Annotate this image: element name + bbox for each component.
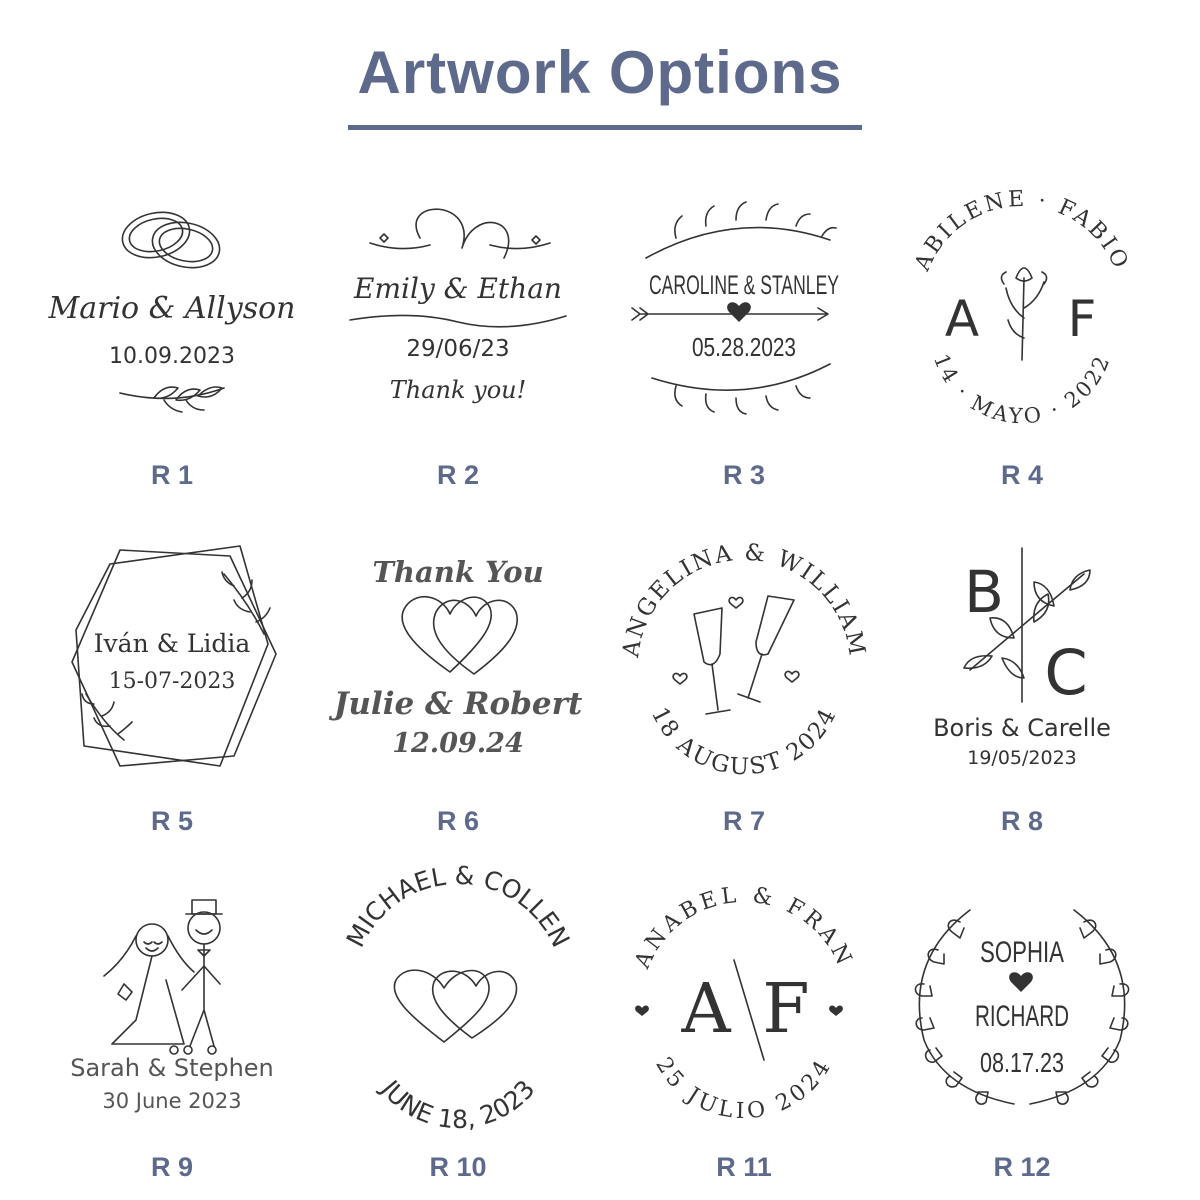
arc-bottom-date: JUNE 18, 2023 xyxy=(375,1074,541,1135)
artwork-option-r11[interactable] xyxy=(596,880,892,1182)
arc-bottom-date: 25 JULIO 2024 xyxy=(650,1053,838,1125)
monogram-letter-1: B xyxy=(964,558,1004,626)
option-label: R 1 xyxy=(150,460,194,490)
artwork-option-r7[interactable] xyxy=(596,534,892,836)
option-label: R 5 xyxy=(150,806,194,836)
monogram-letter-1: A xyxy=(681,970,731,1049)
artwork-r2-design xyxy=(310,188,606,464)
interlocked-hearts-icon xyxy=(402,597,517,674)
couple-names: Emily & Ethan xyxy=(354,272,562,305)
arc-top-names: ABILENE · FABIO xyxy=(910,186,1134,275)
wedding-rings-icon xyxy=(118,206,224,273)
laurel-branch-top-icon xyxy=(646,202,836,258)
arc-top-names: ANGELINA & WILLIAM xyxy=(618,539,871,660)
option-label: R 8 xyxy=(1000,806,1044,836)
interlocked-hearts-icon xyxy=(394,970,516,1042)
flower-sprig-icon xyxy=(1001,268,1046,360)
event-date: 29/06/23 xyxy=(406,336,510,362)
flourish-divider xyxy=(350,315,566,326)
option-label: R 4 xyxy=(1000,460,1044,490)
couple-names: Boris & Carelle xyxy=(933,714,1111,742)
couple-names: Iván & Lidia xyxy=(93,629,251,658)
monogram-letter-2: F xyxy=(1067,290,1097,348)
couple-names: Mario & Allyson xyxy=(48,291,296,326)
monogram-letter-2: F xyxy=(762,970,810,1049)
artwork-r6-design xyxy=(310,534,606,810)
option-label: R 11 xyxy=(716,1152,772,1182)
second-name: RICHARD xyxy=(975,1000,1069,1033)
artwork-r5-design xyxy=(24,534,320,810)
monogram-divider xyxy=(734,960,764,1060)
option-label: R 2 xyxy=(436,460,480,490)
couple-names: Julie & Robert xyxy=(333,686,583,722)
thank-you-text: Thank You xyxy=(372,555,544,589)
laurel-branch-bottom-icon xyxy=(652,364,830,414)
monogram-letter-2: C xyxy=(1044,636,1088,709)
artwork-option-r6[interactable] xyxy=(310,534,606,836)
artwork-option-r10[interactable] xyxy=(310,860,606,1182)
event-date: 15-07-2023 xyxy=(108,669,236,694)
artwork-option-r4[interactable] xyxy=(874,186,1170,490)
artwork-r4-design xyxy=(874,188,1170,464)
artwork-option-r3[interactable] xyxy=(596,188,892,490)
event-date: 05.28.2023 xyxy=(692,332,796,362)
leaf-branch-icon xyxy=(120,387,224,412)
arrow-heart-icon xyxy=(632,302,828,322)
artwork-r1-design xyxy=(24,188,320,464)
option-label: R 3 xyxy=(722,460,766,490)
artwork-r9-design xyxy=(24,880,320,1156)
artwork-option-r12[interactable] xyxy=(874,880,1170,1182)
option-label: R 9 xyxy=(150,1152,194,1182)
arc-top-names: MICHAEL & COLLEN xyxy=(340,860,576,952)
title-underline xyxy=(348,125,862,130)
couple-names: Sarah & Stephen xyxy=(70,1054,274,1082)
monogram-letter-1: A xyxy=(944,290,980,348)
option-label: R 12 xyxy=(993,1152,1051,1182)
artwork-option-r9[interactable] xyxy=(24,880,320,1182)
small-hearts-icon xyxy=(635,1005,843,1016)
champagne-glasses-icon xyxy=(673,596,799,714)
first-name: SOPHIA xyxy=(980,936,1064,969)
event-date: 30 June 2023 xyxy=(102,1089,242,1113)
event-date: 08.17.23 xyxy=(980,1047,1064,1078)
option-label: R 7 xyxy=(722,806,766,836)
artwork-r10-design xyxy=(310,860,606,1156)
artwork-r7-design xyxy=(596,534,892,810)
event-date: 10.09.2023 xyxy=(109,344,235,369)
artwork-r12-design xyxy=(874,880,1170,1156)
arc-bottom-date: 14 · MAYO · 2022 xyxy=(928,350,1116,429)
artwork-r3-design xyxy=(596,188,892,464)
artwork-r8-design xyxy=(874,534,1170,810)
bride-and-groom-icon xyxy=(104,900,222,1054)
option-label: R 6 xyxy=(436,806,480,836)
thank-you-text: Thank you! xyxy=(389,376,527,404)
artwork-r11-design xyxy=(596,880,892,1156)
artwork-option-r2[interactable] xyxy=(310,188,606,490)
leaf-sprig-bottom-icon xyxy=(82,694,132,740)
arc-bottom-date: 18 AUGUST 2024 xyxy=(645,703,843,781)
couple-names: CAROLINE & STANLEY xyxy=(649,270,839,300)
option-label: R 10 xyxy=(429,1152,487,1182)
arc-top-names: ANABEL & FRAN xyxy=(630,882,858,973)
event-date: 12.09.24 xyxy=(392,728,524,759)
artwork-option-r8[interactable] xyxy=(874,534,1170,836)
double-heart-icon xyxy=(370,209,550,258)
heart-icon xyxy=(1009,972,1033,992)
artwork-option-r1[interactable] xyxy=(24,188,320,490)
artwork-option-r5[interactable] xyxy=(24,534,320,836)
page-title: Artwork Options xyxy=(357,39,843,106)
event-date: 19/05/2023 xyxy=(967,747,1077,769)
